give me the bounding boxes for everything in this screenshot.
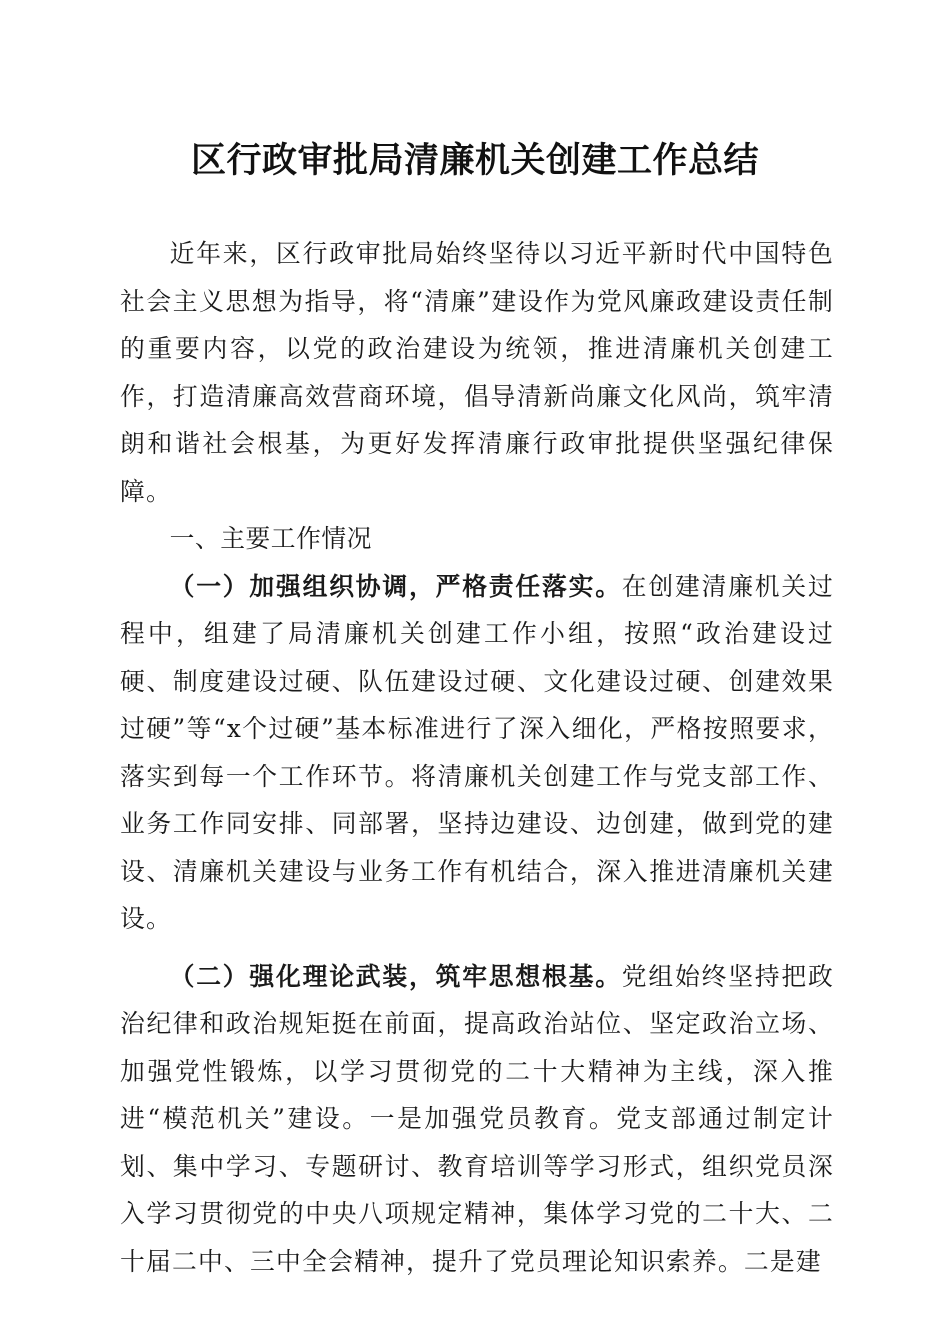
document-title: 区行政审批局清廉机关创建工作总结 [190,140,759,181]
intro-paragraph: 近年来，区行政审批局始终坚待以习近平新时代中国特色社会主义思想为指导，将“清廉”建设作为党风廉政建设责任制的重要内容，以党的政治建设为统领，推进清廉机关创建工作，打造清廉高效营商环境，倡导清新尚廉文化风尚，筑牢清朗和谐社会根基，为更好发挥清廉行政审批提供坚强纪律保障。 [120,239,834,506]
item-two-body: 党组始终坚持把政治纪律和政治规矩挺在前面，提高政治站位、坚定政治立场、加强党性锻炼，以学习贯彻党的二十大精神为主线，深入推进“模范机关”建设。一是加强党员教育。党支部通过制定计划、集中学习、专题研讨、教育培训等学习形式，组织党员深入学习贯彻党的中央八项规定精神，集体学习党的二十大、二十届二中、三中全会精神，提升了党员理论知识索养。二是建 [120,961,834,1276]
item-one-lead: （一）加强组织协调，严格责任落实。 [169,571,622,601]
document-body [120,230,834,1285]
item-one-paragraph [120,563,834,943]
item-one-body: 在创建清廉机关过程中，组建了局清廉机关创建工作小组，按照“政治建设过硬、制度建设过硬、队伍建设过硬、文化建设过硬、创建效果过硬”等“x个过硬”基本标准进行了深入细化，严格按照要求，落实到每一个工作环节。将清廉机关创建工作与党支部工作、业务工作同安排、同部署，坚持边建设、边创建，做到党的建设、清廉机关建设与业务工作有机结合，深入推进清廉机关建设。 [120,571,834,933]
item-two-lead: （二）强化理论武装，筑牢思想根基。 [169,961,622,991]
item-two-paragraph [120,953,834,1286]
section-heading-main-work: 一、主要工作情况 [169,524,372,553]
